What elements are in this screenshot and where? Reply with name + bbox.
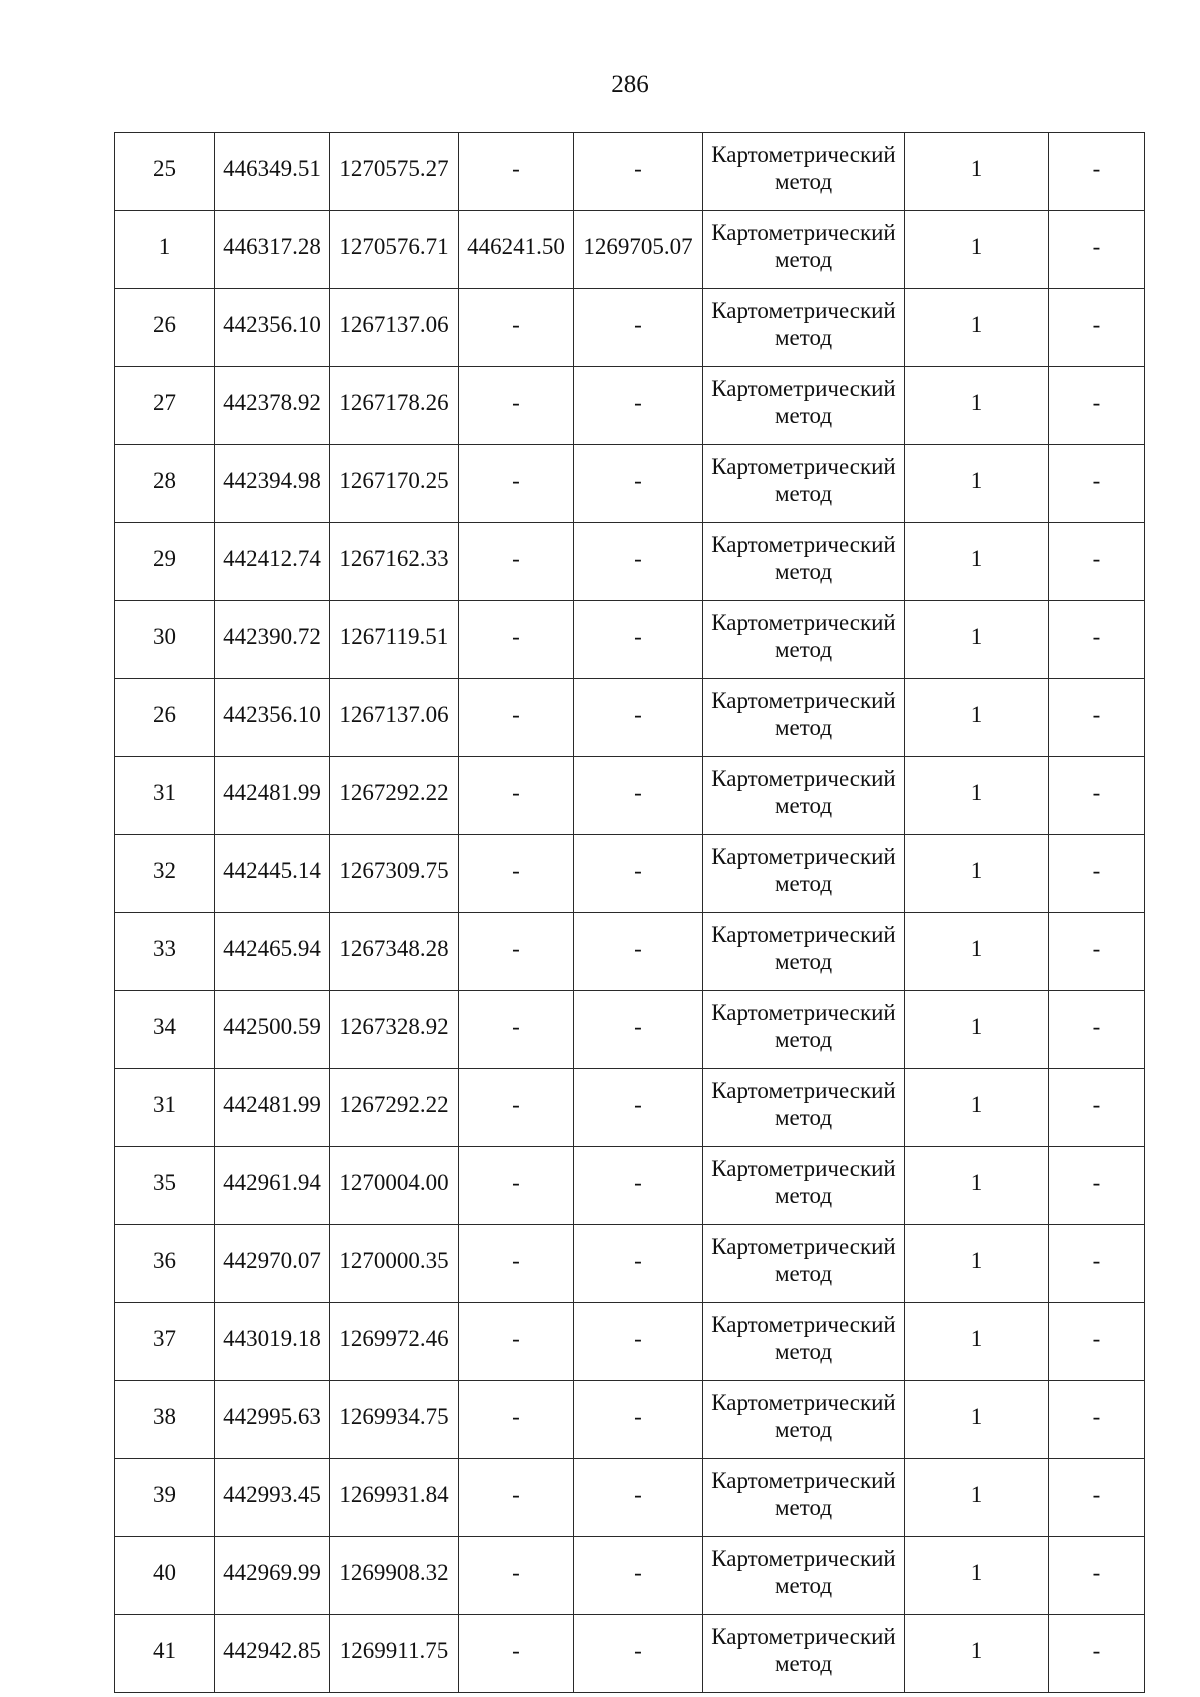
table-row — [115, 601, 1145, 679]
x-coordinate-cell: 442481.99 — [215, 757, 330, 835]
method-cell — [703, 445, 905, 523]
x-existing-cell: - — [459, 601, 574, 679]
point-number-cell: 28 — [115, 445, 215, 523]
x-coordinate-cell: 443019.18 — [215, 1303, 330, 1381]
method-line-2: метод — [774, 1338, 833, 1364]
method-line-2: метод — [774, 1494, 833, 1520]
accuracy-cell: 1 — [905, 523, 1049, 601]
table-row — [115, 679, 1145, 757]
y-coordinate-cell: 1267178.26 — [330, 367, 459, 445]
note-cell: - — [1049, 1537, 1145, 1615]
method-line-1: Картометрический — [711, 1155, 896, 1181]
point-number-cell: 39 — [115, 1459, 215, 1537]
method-cell — [703, 1381, 905, 1459]
y-existing-cell: - — [574, 757, 703, 835]
y-coordinate-cell: 1270004.00 — [330, 1147, 459, 1225]
method-line-2: метод — [774, 1416, 833, 1442]
x-existing-cell: - — [459, 1537, 574, 1615]
y-existing-cell: - — [574, 445, 703, 523]
table-row — [115, 211, 1145, 289]
table-row — [115, 1537, 1145, 1615]
y-coordinate-cell: 1267119.51 — [330, 601, 459, 679]
y-existing-cell: - — [574, 835, 703, 913]
method-line-2: метод — [774, 1104, 833, 1130]
point-number-cell: 31 — [115, 757, 215, 835]
y-existing-cell: - — [574, 679, 703, 757]
accuracy-cell: 1 — [905, 445, 1049, 523]
y-coordinate-cell: 1269908.32 — [330, 1537, 459, 1615]
note-cell: - — [1049, 445, 1145, 523]
table-row — [115, 835, 1145, 913]
accuracy-cell: 1 — [905, 913, 1049, 991]
page-number: 286 — [611, 71, 649, 98]
x-coordinate-cell: 446317.28 — [215, 211, 330, 289]
y-existing-cell: - — [574, 601, 703, 679]
x-coordinate-cell: 442394.98 — [215, 445, 330, 523]
x-coordinate-cell: 442356.10 — [215, 289, 330, 367]
method-line-1: Картометрический — [711, 141, 896, 167]
y-existing-cell: - — [574, 1615, 703, 1693]
table-row — [115, 1381, 1145, 1459]
method-line-1: Картометрический — [711, 219, 896, 245]
accuracy-cell: 1 — [905, 1147, 1049, 1225]
method-line-2: метод — [774, 168, 833, 194]
x-existing-cell: - — [459, 1069, 574, 1147]
method-cell — [703, 757, 905, 835]
x-coordinate-cell: 446349.51 — [215, 133, 330, 211]
table-row — [115, 757, 1145, 835]
note-cell: - — [1049, 1225, 1145, 1303]
x-coordinate-cell: 442500.59 — [215, 991, 330, 1069]
table-row — [115, 523, 1145, 601]
method-line-1: Картометрический — [711, 1311, 896, 1337]
y-coordinate-cell: 1269972.46 — [330, 1303, 459, 1381]
y-existing-cell: 1269705.07 — [574, 211, 703, 289]
y-coordinate-cell: 1267137.06 — [330, 679, 459, 757]
x-coordinate-cell: 442465.94 — [215, 913, 330, 991]
x-existing-cell: - — [459, 1303, 574, 1381]
note-cell: - — [1049, 523, 1145, 601]
table-row — [115, 1225, 1145, 1303]
point-number-cell: 35 — [115, 1147, 215, 1225]
y-coordinate-cell: 1267328.92 — [330, 991, 459, 1069]
x-coordinate-cell: 442378.92 — [215, 367, 330, 445]
method-line-2: метод — [774, 402, 833, 428]
method-line-2: метод — [774, 948, 833, 974]
note-cell: - — [1049, 1069, 1145, 1147]
accuracy-cell: 1 — [905, 1459, 1049, 1537]
y-coordinate-cell: 1269911.75 — [330, 1615, 459, 1693]
accuracy-cell: 1 — [905, 757, 1049, 835]
x-existing-cell: - — [459, 1459, 574, 1537]
y-coordinate-cell: 1267137.06 — [330, 289, 459, 367]
point-number-cell: 37 — [115, 1303, 215, 1381]
x-coordinate-cell: 442412.74 — [215, 523, 330, 601]
table-row — [115, 445, 1145, 523]
accuracy-cell: 1 — [905, 991, 1049, 1069]
method-line-1: Картометрический — [711, 999, 896, 1025]
table-row — [115, 367, 1145, 445]
coordinates-table — [114, 132, 1145, 1693]
method-line-2: метод — [774, 636, 833, 662]
note-cell: - — [1049, 757, 1145, 835]
method-line-1: Картометрический — [711, 843, 896, 869]
table-row — [115, 1069, 1145, 1147]
method-cell — [703, 367, 905, 445]
x-existing-cell: - — [459, 835, 574, 913]
method-line-1: Картометрический — [711, 609, 896, 635]
table-body — [115, 133, 1145, 1693]
note-cell: - — [1049, 289, 1145, 367]
x-existing-cell: - — [459, 289, 574, 367]
point-number-cell: 41 — [115, 1615, 215, 1693]
point-number-cell: 25 — [115, 133, 215, 211]
y-coordinate-cell: 1270575.27 — [330, 133, 459, 211]
method-cell — [703, 913, 905, 991]
method-line-1: Картометрический — [711, 1233, 896, 1259]
method-line-2: метод — [774, 714, 833, 740]
point-number-cell: 38 — [115, 1381, 215, 1459]
method-line-2: метод — [774, 480, 833, 506]
method-line-2: метод — [774, 792, 833, 818]
note-cell: - — [1049, 367, 1145, 445]
method-line-1: Картометрический — [711, 1389, 896, 1415]
y-coordinate-cell: 1269934.75 — [330, 1381, 459, 1459]
method-line-2: метод — [774, 246, 833, 272]
x-coordinate-cell: 442995.63 — [215, 1381, 330, 1459]
x-coordinate-cell: 442993.45 — [215, 1459, 330, 1537]
x-existing-cell: - — [459, 1225, 574, 1303]
y-existing-cell: - — [574, 133, 703, 211]
method-line-2: метод — [774, 1026, 833, 1052]
note-cell: - — [1049, 1615, 1145, 1693]
y-coordinate-cell: 1267292.22 — [330, 1069, 459, 1147]
x-existing-cell: - — [459, 523, 574, 601]
y-coordinate-cell: 1269931.84 — [330, 1459, 459, 1537]
note-cell: - — [1049, 913, 1145, 991]
x-existing-cell: 446241.50 — [459, 211, 574, 289]
x-coordinate-cell: 442942.85 — [215, 1615, 330, 1693]
y-coordinate-cell: 1267292.22 — [330, 757, 459, 835]
method-line-1: Картометрический — [711, 765, 896, 791]
y-coordinate-cell: 1270000.35 — [330, 1225, 459, 1303]
method-line-1: Картометрический — [711, 453, 896, 479]
method-line-1: Картометрический — [711, 921, 896, 947]
method-line-1: Картометрический — [711, 531, 896, 557]
note-cell: - — [1049, 1147, 1145, 1225]
point-number-cell: 26 — [115, 679, 215, 757]
table-row — [115, 913, 1145, 991]
note-cell: - — [1049, 679, 1145, 757]
x-existing-cell: - — [459, 913, 574, 991]
point-number-cell: 33 — [115, 913, 215, 991]
method-line-1: Картометрический — [711, 297, 896, 323]
note-cell: - — [1049, 1381, 1145, 1459]
method-cell — [703, 1069, 905, 1147]
note-cell: - — [1049, 211, 1145, 289]
x-existing-cell: - — [459, 367, 574, 445]
method-line-2: метод — [774, 1650, 833, 1676]
y-existing-cell: - — [574, 1225, 703, 1303]
x-coordinate-cell: 442390.72 — [215, 601, 330, 679]
x-existing-cell: - — [459, 757, 574, 835]
note-cell: - — [1049, 991, 1145, 1069]
method-cell — [703, 1225, 905, 1303]
x-coordinate-cell: 442969.99 — [215, 1537, 330, 1615]
x-existing-cell: - — [459, 1147, 574, 1225]
method-line-1: Картометрический — [711, 1545, 896, 1571]
table-row — [115, 1615, 1145, 1693]
x-coordinate-cell: 442970.07 — [215, 1225, 330, 1303]
method-line-1: Картометрический — [711, 687, 896, 713]
method-cell — [703, 289, 905, 367]
point-number-cell: 29 — [115, 523, 215, 601]
method-cell — [703, 133, 905, 211]
accuracy-cell: 1 — [905, 835, 1049, 913]
table-row — [115, 1459, 1145, 1537]
method-line-1: Картометрический — [711, 1623, 896, 1649]
y-existing-cell: - — [574, 1381, 703, 1459]
method-line-1: Картометрический — [711, 375, 896, 401]
point-number-cell: 1 — [115, 211, 215, 289]
method-line-2: метод — [774, 1260, 833, 1286]
x-coordinate-cell: 442961.94 — [215, 1147, 330, 1225]
x-existing-cell: - — [459, 133, 574, 211]
method-line-2: метод — [774, 1572, 833, 1598]
method-cell — [703, 679, 905, 757]
y-coordinate-cell: 1270576.71 — [330, 211, 459, 289]
y-existing-cell: - — [574, 523, 703, 601]
method-line-2: метод — [774, 558, 833, 584]
method-cell — [703, 1537, 905, 1615]
x-coordinate-cell: 442445.14 — [215, 835, 330, 913]
method-line-1: Картометрический — [711, 1467, 896, 1493]
method-cell — [703, 601, 905, 679]
point-number-cell: 40 — [115, 1537, 215, 1615]
table-row — [115, 991, 1145, 1069]
point-number-cell: 30 — [115, 601, 215, 679]
point-number-cell: 34 — [115, 991, 215, 1069]
method-cell — [703, 1459, 905, 1537]
y-existing-cell: - — [574, 1537, 703, 1615]
y-existing-cell: - — [574, 1147, 703, 1225]
point-number-cell: 32 — [115, 835, 215, 913]
y-existing-cell: - — [574, 1459, 703, 1537]
method-cell — [703, 835, 905, 913]
y-coordinate-cell: 1267348.28 — [330, 913, 459, 991]
note-cell: - — [1049, 133, 1145, 211]
table-row — [115, 1147, 1145, 1225]
x-existing-cell: - — [459, 991, 574, 1069]
method-line-2: метод — [774, 870, 833, 896]
method-cell — [703, 211, 905, 289]
y-existing-cell: - — [574, 1069, 703, 1147]
method-line-2: метод — [774, 324, 833, 350]
x-existing-cell: - — [459, 1381, 574, 1459]
table-row — [115, 1303, 1145, 1381]
accuracy-cell: 1 — [905, 133, 1049, 211]
note-cell: - — [1049, 601, 1145, 679]
accuracy-cell: 1 — [905, 601, 1049, 679]
point-number-cell: 26 — [115, 289, 215, 367]
note-cell: - — [1049, 835, 1145, 913]
accuracy-cell: 1 — [905, 1615, 1049, 1693]
y-coordinate-cell: 1267170.25 — [330, 445, 459, 523]
method-line-2: метод — [774, 1182, 833, 1208]
x-coordinate-cell: 442481.99 — [215, 1069, 330, 1147]
accuracy-cell: 1 — [905, 1225, 1049, 1303]
table-row — [115, 133, 1145, 211]
point-number-cell: 27 — [115, 367, 215, 445]
accuracy-cell: 1 — [905, 1381, 1049, 1459]
y-existing-cell: - — [574, 913, 703, 991]
y-existing-cell: - — [574, 991, 703, 1069]
x-existing-cell: - — [459, 679, 574, 757]
method-cell — [703, 1615, 905, 1693]
x-coordinate-cell: 442356.10 — [215, 679, 330, 757]
accuracy-cell: 1 — [905, 367, 1049, 445]
y-coordinate-cell: 1267162.33 — [330, 523, 459, 601]
method-cell — [703, 523, 905, 601]
table-row — [115, 289, 1145, 367]
accuracy-cell: 1 — [905, 679, 1049, 757]
x-existing-cell: - — [459, 445, 574, 523]
point-number-cell: 36 — [115, 1225, 215, 1303]
note-cell: - — [1049, 1303, 1145, 1381]
y-existing-cell: - — [574, 1303, 703, 1381]
method-cell — [703, 1303, 905, 1381]
x-existing-cell: - — [459, 1615, 574, 1693]
accuracy-cell: 1 — [905, 289, 1049, 367]
y-coordinate-cell: 1267309.75 — [330, 835, 459, 913]
method-cell — [703, 991, 905, 1069]
y-existing-cell: - — [574, 289, 703, 367]
y-existing-cell: - — [574, 367, 703, 445]
point-number-cell: 31 — [115, 1069, 215, 1147]
accuracy-cell: 1 — [905, 211, 1049, 289]
method-cell — [703, 1147, 905, 1225]
accuracy-cell: 1 — [905, 1303, 1049, 1381]
accuracy-cell: 1 — [905, 1069, 1049, 1147]
method-line-1: Картометрический — [711, 1077, 896, 1103]
note-cell: - — [1049, 1459, 1145, 1537]
accuracy-cell: 1 — [905, 1537, 1049, 1615]
